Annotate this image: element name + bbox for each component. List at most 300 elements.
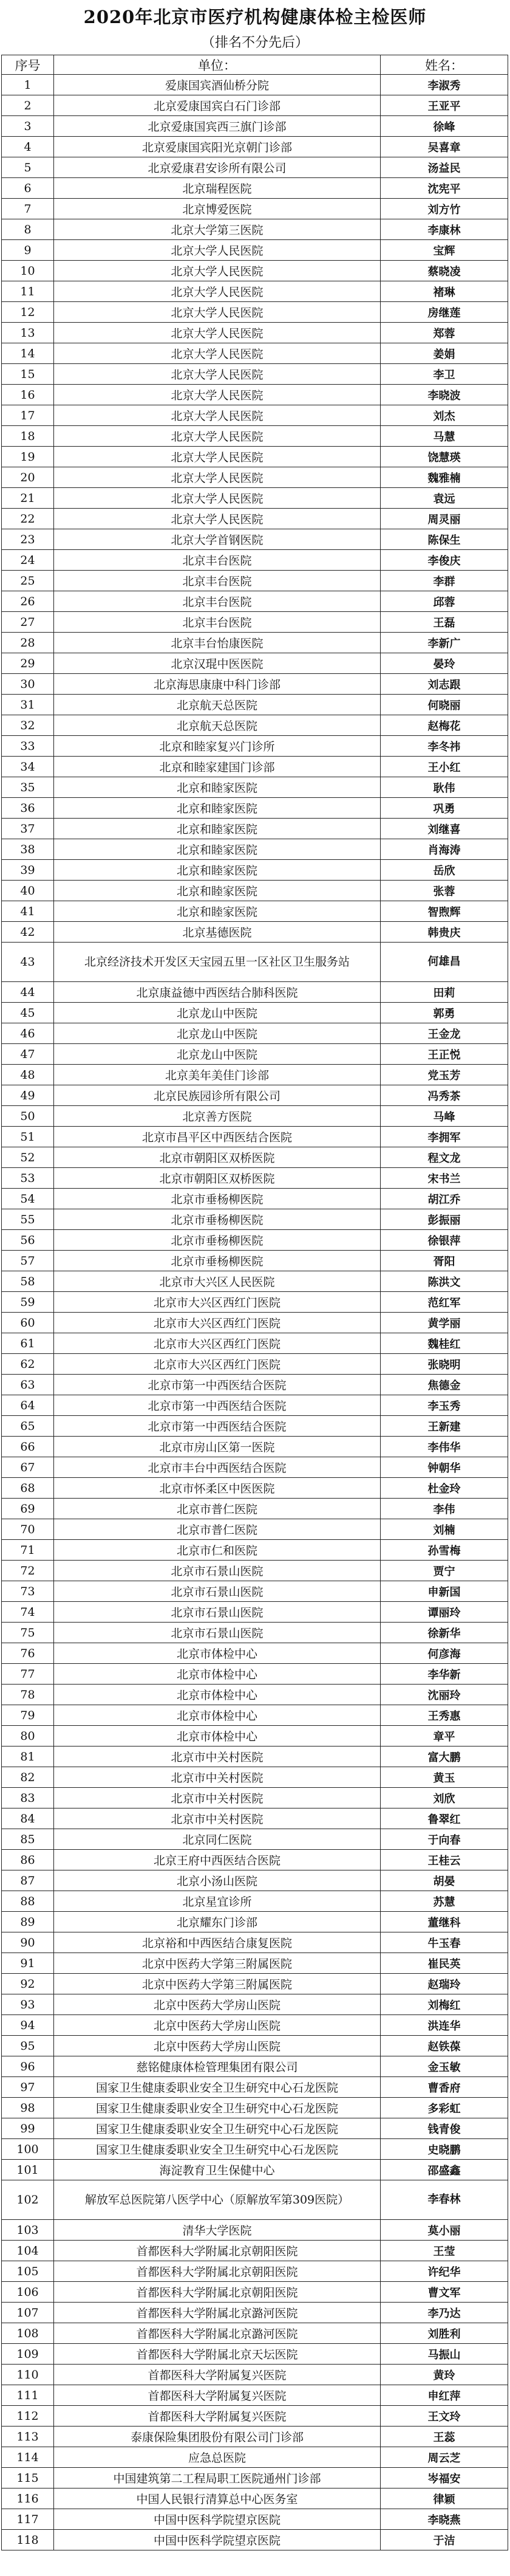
- table-row: [2, 1375, 508, 1395]
- row-unit: 北京市中关村医院: [54, 1788, 381, 1808]
- row-name: 金玉敏: [381, 2056, 508, 2077]
- table-row: [2, 281, 508, 302]
- row-number: 27: [2, 612, 54, 633]
- table-row: [2, 881, 508, 901]
- row-number: 30: [2, 674, 54, 695]
- row-number: 10: [2, 261, 54, 281]
- row-name: 曹文军: [381, 2282, 508, 2303]
- row-unit: 北京市大兴区西红门医院: [54, 1333, 381, 1354]
- row-number: 78: [2, 1685, 54, 1705]
- row-number: 86: [2, 1850, 54, 1870]
- table-row: [2, 2365, 508, 2385]
- row-name: 刘方竹: [381, 199, 508, 219]
- table-row: [2, 2344, 508, 2365]
- row-name: 李冬祎: [381, 736, 508, 757]
- row-unit: 北京市垂杨柳医院: [54, 1189, 381, 1209]
- row-number: 108: [2, 2323, 54, 2344]
- row-name: 陈洪文: [381, 1271, 508, 1292]
- table-row: [2, 509, 508, 529]
- row-name: 魏桂红: [381, 1333, 508, 1354]
- row-name: 王秀惠: [381, 1705, 508, 1726]
- row-unit: 北京中医药大学房山医院: [54, 2036, 381, 2056]
- table-row: [2, 1808, 508, 1829]
- row-number: 58: [2, 1271, 54, 1292]
- row-number: 20: [2, 467, 54, 488]
- table-row: [2, 529, 508, 550]
- row-name: 王金龙: [381, 1023, 508, 1044]
- row-unit: 中国中医科学院望京医院: [54, 2509, 381, 2530]
- row-number: 52: [2, 1147, 54, 1168]
- row-number: 34: [2, 757, 54, 777]
- row-unit: 国家卫生健康委职业安全卫生研究中心石龙医院: [54, 2098, 381, 2118]
- row-number: 96: [2, 2056, 54, 2077]
- row-number: 63: [2, 1375, 54, 1395]
- table-row: [2, 1395, 508, 1416]
- row-unit: 北京市石景山医院: [54, 1561, 381, 1581]
- row-name: 刘杰: [381, 405, 508, 426]
- row-unit: 清华大学医院: [54, 2220, 381, 2241]
- doctor-table: [1, 55, 508, 2550]
- row-name: 宝辉: [381, 240, 508, 261]
- table-row: [2, 1994, 508, 2015]
- document-title: 2020年北京市医疗机构健康体检主检医师: [83, 7, 427, 27]
- table-row: [2, 1251, 508, 1271]
- row-unit: 首都医科大学附属北京朝阳医院: [54, 2241, 381, 2261]
- row-unit: 北京市仁和医院: [54, 1540, 381, 1561]
- row-name: 李卫: [381, 364, 508, 385]
- row-unit: 北京市体检中心: [54, 1726, 381, 1747]
- row-unit: 应急总医院: [54, 2447, 381, 2468]
- row-name: 吴喜章: [381, 137, 508, 157]
- row-number: 77: [2, 1664, 54, 1685]
- row-number: 66: [2, 1437, 54, 1457]
- table-row: [2, 653, 508, 674]
- table-row: [2, 447, 508, 467]
- row-number: 35: [2, 777, 54, 798]
- table-row: [2, 178, 508, 199]
- row-unit: 北京航天总医院: [54, 695, 381, 715]
- row-unit: 北京爱康君安诊所有限公司: [54, 157, 381, 178]
- row-unit: 北京市中关村医院: [54, 1747, 381, 1767]
- row-name: 黄学丽: [381, 1313, 508, 1333]
- table-header-row: [2, 55, 508, 75]
- table-row: [2, 137, 508, 157]
- table-row: [2, 674, 508, 695]
- row-name: 晏玲: [381, 653, 508, 674]
- row-number: 32: [2, 715, 54, 736]
- row-unit: 北京大学第三医院: [54, 219, 381, 240]
- row-name: 李康林: [381, 219, 508, 240]
- table-row: [2, 1085, 508, 1106]
- row-name: 孙雪梅: [381, 1540, 508, 1561]
- table-row: [2, 922, 508, 943]
- row-unit: 北京民族园诊所有限公司: [54, 1085, 381, 1106]
- table-row: [2, 943, 508, 982]
- row-name: 巩勇: [381, 798, 508, 819]
- header-name: 姓名：: [381, 55, 508, 75]
- row-unit: 北京耀东门诊部: [54, 1912, 381, 1932]
- table-row: [2, 1581, 508, 1602]
- table-row: [2, 219, 508, 240]
- table-row: [2, 2077, 508, 2098]
- row-unit: 北京和睦家复兴门诊所: [54, 736, 381, 757]
- table-row: [2, 1726, 508, 1747]
- row-name: 胥阳: [381, 1251, 508, 1271]
- row-name: 李伟华: [381, 1437, 508, 1457]
- row-name: 胡晏: [381, 1870, 508, 1891]
- row-number: 55: [2, 1209, 54, 1230]
- row-number: 112: [2, 2406, 54, 2427]
- row-name: 李俊庆: [381, 550, 508, 571]
- table-row: [2, 1023, 508, 1044]
- row-name: 冯秀茶: [381, 1085, 508, 1106]
- row-number: 15: [2, 364, 54, 385]
- row-name: 刘楠: [381, 1519, 508, 1540]
- row-name: 史晓鹏: [381, 2139, 508, 2160]
- row-unit: 北京王府中西医结合医院: [54, 1850, 381, 1870]
- row-name: 张晓明: [381, 1354, 508, 1375]
- row-number: 82: [2, 1767, 54, 1788]
- row-number: 36: [2, 798, 54, 819]
- row-name: 李伟: [381, 1499, 508, 1519]
- row-name: 程文龙: [381, 1147, 508, 1168]
- row-name: 苏慧: [381, 1891, 508, 1912]
- row-unit: 北京小汤山医院: [54, 1870, 381, 1891]
- row-unit: 北京市大兴区人民医院: [54, 1271, 381, 1292]
- table-row: [2, 1540, 508, 1561]
- row-unit: 首都医科大学附属北京潞河医院: [54, 2323, 381, 2344]
- row-unit: 北京大学人民医院: [54, 240, 381, 261]
- row-unit: 北京市丰台中西医结合医院: [54, 1457, 381, 1478]
- row-number: 49: [2, 1085, 54, 1106]
- row-unit: 北京和睦家医院: [54, 819, 381, 839]
- row-unit: 北京裕和中西医结合康复医院: [54, 1932, 381, 1953]
- row-number: 115: [2, 2468, 54, 2488]
- table-row: [2, 1189, 508, 1209]
- row-number: 59: [2, 1292, 54, 1313]
- table-row: [2, 839, 508, 860]
- row-name: 饶慧瑛: [381, 447, 508, 467]
- row-number: 98: [2, 2098, 54, 2118]
- row-unit: 泰康保险集团股份有限公司门诊部: [54, 2427, 381, 2447]
- row-number: 113: [2, 2427, 54, 2447]
- row-name: 张蓉: [381, 881, 508, 901]
- row-unit: 北京龙山中医院: [54, 1023, 381, 1044]
- row-unit: 北京丰台医院: [54, 612, 381, 633]
- table-row: [2, 1065, 508, 1085]
- row-name: 智煦辉: [381, 901, 508, 922]
- row-unit: 北京市普仁医院: [54, 1499, 381, 1519]
- row-name: 徐新华: [381, 1623, 508, 1643]
- table-row: [2, 1106, 508, 1127]
- row-number: 7: [2, 199, 54, 219]
- table-row: [2, 2056, 508, 2077]
- table-row: [2, 467, 508, 488]
- row-number: 72: [2, 1561, 54, 1581]
- row-name: 范红军: [381, 1292, 508, 1313]
- table-row: [2, 736, 508, 757]
- table-row: [2, 1292, 508, 1313]
- row-number: 44: [2, 982, 54, 1003]
- row-number: 48: [2, 1065, 54, 1085]
- row-name: 李晓燕: [381, 2509, 508, 2530]
- row-unit: 北京航天总医院: [54, 715, 381, 736]
- row-number: 73: [2, 1581, 54, 1602]
- row-number: 26: [2, 591, 54, 612]
- row-name: 刘欣: [381, 1788, 508, 1808]
- row-unit: 北京爱康国宾白石门诊部: [54, 95, 381, 116]
- row-name: 多彩虹: [381, 2098, 508, 2118]
- row-number: 45: [2, 1003, 54, 1023]
- row-number: 57: [2, 1251, 54, 1271]
- row-name: 邵盛鑫: [381, 2160, 508, 2180]
- row-number: 118: [2, 2530, 54, 2550]
- table-row: [2, 571, 508, 591]
- row-name: 杜金玲: [381, 1478, 508, 1499]
- row-number: 70: [2, 1519, 54, 1540]
- row-number: 105: [2, 2261, 54, 2282]
- row-number: 114: [2, 2447, 54, 2468]
- row-number: 81: [2, 1747, 54, 1767]
- row-unit: 北京市第一中西医结合医院: [54, 1395, 381, 1416]
- row-number: 94: [2, 2015, 54, 2036]
- row-unit: 北京市中关村医院: [54, 1808, 381, 1829]
- row-unit: 北京中医药大学第三附属医院: [54, 1974, 381, 1994]
- row-unit: 北京市石景山医院: [54, 1602, 381, 1623]
- table-row: [2, 1664, 508, 1685]
- table-row: [2, 1457, 508, 1478]
- table-row: [2, 2241, 508, 2261]
- table-row: [2, 1705, 508, 1726]
- row-number: 65: [2, 1416, 54, 1437]
- table-row: [2, 612, 508, 633]
- row-number: 89: [2, 1912, 54, 1932]
- row-name: 陈保生: [381, 529, 508, 550]
- row-unit: 北京康益德中西医结合肺科医院: [54, 982, 381, 1003]
- row-unit: 北京同仁医院: [54, 1829, 381, 1850]
- row-number: 8: [2, 219, 54, 240]
- row-number: 1: [2, 75, 54, 95]
- row-number: 39: [2, 860, 54, 881]
- row-number: 110: [2, 2365, 54, 2385]
- row-name: 黄玉: [381, 1767, 508, 1788]
- row-unit: 北京大学人民医院: [54, 405, 381, 426]
- row-name: 耿伟: [381, 777, 508, 798]
- row-name: 何雄昌: [381, 943, 508, 982]
- row-name: 李群: [381, 571, 508, 591]
- table-row: [2, 2488, 508, 2509]
- row-name: 谭丽玲: [381, 1602, 508, 1623]
- table-row: [2, 1974, 508, 1994]
- row-number: 74: [2, 1602, 54, 1623]
- row-number: 92: [2, 1974, 54, 1994]
- table-row: [2, 1416, 508, 1437]
- row-unit: 海淀教育卫生保健中心: [54, 2160, 381, 2180]
- document-subtitle: （排名不分先后）: [201, 35, 308, 50]
- row-unit: 首都医科大学附属北京朝阳医院: [54, 2261, 381, 2282]
- row-unit: 北京和睦家建国门诊部: [54, 757, 381, 777]
- row-name: 何彦海: [381, 1643, 508, 1664]
- row-unit: 北京市体检中心: [54, 1685, 381, 1705]
- row-name: 韩贵庆: [381, 922, 508, 943]
- table-row: [2, 2427, 508, 2447]
- row-name: 徐银萍: [381, 1230, 508, 1251]
- row-name: 李淑秀: [381, 75, 508, 95]
- row-name: 董继科: [381, 1912, 508, 1932]
- row-name: 黄玲: [381, 2365, 508, 2385]
- row-unit: 北京经济技术开发区天宝园五里一区社区卫生服务站: [54, 943, 381, 982]
- row-number: 3: [2, 116, 54, 137]
- row-number: 4: [2, 137, 54, 157]
- row-name: 李玉秀: [381, 1395, 508, 1416]
- row-number: 62: [2, 1354, 54, 1375]
- row-unit: 北京汉琨中医医院: [54, 653, 381, 674]
- table-row: [2, 2261, 508, 2282]
- table-row: [2, 1478, 508, 1499]
- row-number: 6: [2, 178, 54, 199]
- row-number: 101: [2, 2160, 54, 2180]
- row-unit: 慈铭健康体检管理集团有限公司: [54, 2056, 381, 2077]
- row-name: 刘胜利: [381, 2323, 508, 2344]
- table-row: [2, 1313, 508, 1333]
- row-name: 岑福安: [381, 2468, 508, 2488]
- row-unit: 北京大学人民医院: [54, 385, 381, 405]
- table-row: [2, 199, 508, 219]
- row-unit: 北京市大兴区西红门医院: [54, 1354, 381, 1375]
- table-row: [2, 777, 508, 798]
- row-unit: 中国人民银行清算总中心医务室: [54, 2488, 381, 2509]
- header-unit: 单位：: [54, 55, 381, 75]
- table-row: [2, 2180, 508, 2220]
- row-unit: 北京市石景山医院: [54, 1581, 381, 1602]
- row-name: 章平: [381, 1726, 508, 1747]
- row-number: 9: [2, 240, 54, 261]
- table-row: [2, 1333, 508, 1354]
- row-unit: 北京大学人民医院: [54, 488, 381, 509]
- table-row: [2, 1891, 508, 1912]
- row-unit: 北京大学人民医院: [54, 426, 381, 447]
- table-row: [2, 1623, 508, 1643]
- row-number: 21: [2, 488, 54, 509]
- row-name: 彭振丽: [381, 1209, 508, 1230]
- row-unit: 北京市第一中西医结合医院: [54, 1416, 381, 1437]
- table-row: [2, 633, 508, 653]
- row-unit: 北京海思康康中科门诊部: [54, 674, 381, 695]
- row-number: 24: [2, 550, 54, 571]
- row-name: 郑蓉: [381, 323, 508, 343]
- row-name: 肖海涛: [381, 839, 508, 860]
- row-name: 申红萍: [381, 2385, 508, 2406]
- table-row: [2, 591, 508, 612]
- row-number: 79: [2, 1705, 54, 1726]
- row-name: 周云芝: [381, 2447, 508, 2468]
- row-name: 李拥军: [381, 1127, 508, 1147]
- table-row: [2, 1912, 508, 1932]
- table-row: [2, 2098, 508, 2118]
- row-number: 22: [2, 509, 54, 529]
- row-name: 蔡晓凌: [381, 261, 508, 281]
- row-name: 律颖: [381, 2488, 508, 2509]
- row-name: 洪连华: [381, 2015, 508, 2036]
- row-unit: 国家卫生健康委职业安全卫生研究中心石龙医院: [54, 2077, 381, 2098]
- row-name: 钟朝华: [381, 1457, 508, 1478]
- row-number: 87: [2, 1870, 54, 1891]
- row-name: 袁远: [381, 488, 508, 509]
- row-unit: 首都医科大学附属复兴医院: [54, 2406, 381, 2427]
- row-name: 富大鹏: [381, 1747, 508, 1767]
- row-unit: 北京市石景山医院: [54, 1623, 381, 1643]
- row-number: 116: [2, 2488, 54, 2509]
- table-row: [2, 550, 508, 571]
- row-unit: 中国中医科学院望京医院: [54, 2530, 381, 2550]
- row-name: 刘志跟: [381, 674, 508, 695]
- row-unit: 北京和睦家医院: [54, 881, 381, 901]
- table-row: [2, 2015, 508, 2036]
- table-row: [2, 2509, 508, 2530]
- row-name: 贾宁: [381, 1561, 508, 1581]
- table-row: [2, 1953, 508, 1974]
- table-row: [2, 1767, 508, 1788]
- row-number: 2: [2, 95, 54, 116]
- row-number: 42: [2, 922, 54, 943]
- row-name: 赵梅花: [381, 715, 508, 736]
- table-row: [2, 1003, 508, 1023]
- row-unit: 北京市房山区第一医院: [54, 1437, 381, 1457]
- row-unit: 北京大学人民医院: [54, 281, 381, 302]
- row-name: 沈宪平: [381, 178, 508, 199]
- row-number: 71: [2, 1540, 54, 1561]
- row-number: 37: [2, 819, 54, 839]
- row-name: 邱蓉: [381, 591, 508, 612]
- row-number: 76: [2, 1643, 54, 1664]
- row-name: 王文玲: [381, 2406, 508, 2427]
- table-row: [2, 95, 508, 116]
- row-number: 80: [2, 1726, 54, 1747]
- row-name: 刘继喜: [381, 819, 508, 839]
- table-row: [2, 1643, 508, 1664]
- row-number: 41: [2, 901, 54, 922]
- row-unit: 北京市朝阳区双桥医院: [54, 1168, 381, 1189]
- table-row: [2, 2118, 508, 2139]
- row-number: 68: [2, 1478, 54, 1499]
- table-row: [2, 695, 508, 715]
- row-unit: 北京龙山中医院: [54, 1003, 381, 1023]
- row-unit: 北京市垂杨柳医院: [54, 1251, 381, 1271]
- table-row: [2, 364, 508, 385]
- row-unit: 北京大学人民医院: [54, 343, 381, 364]
- table-row: [2, 757, 508, 777]
- row-number: 54: [2, 1189, 54, 1209]
- table-row: [2, 798, 508, 819]
- row-number: 91: [2, 1953, 54, 1974]
- row-unit: 北京市大兴区西红门医院: [54, 1292, 381, 1313]
- row-number: 109: [2, 2344, 54, 2365]
- row-unit: 北京市垂杨柳医院: [54, 1209, 381, 1230]
- row-name: 王蕊: [381, 2427, 508, 2447]
- table-row: [2, 1602, 508, 1623]
- table-row: [2, 1788, 508, 1808]
- row-name: 岳欣: [381, 860, 508, 881]
- table-row: [2, 860, 508, 881]
- row-unit: 首都医科大学附属北京朝阳医院: [54, 2282, 381, 2303]
- row-unit: 北京大学人民医院: [54, 261, 381, 281]
- row-name: 宋书兰: [381, 1168, 508, 1189]
- row-name: 马峰: [381, 1106, 508, 1127]
- row-unit: 北京丰台怡康医院: [54, 633, 381, 653]
- table-row: [2, 2220, 508, 2241]
- row-name: 王磊: [381, 612, 508, 633]
- table-row: [2, 1829, 508, 1850]
